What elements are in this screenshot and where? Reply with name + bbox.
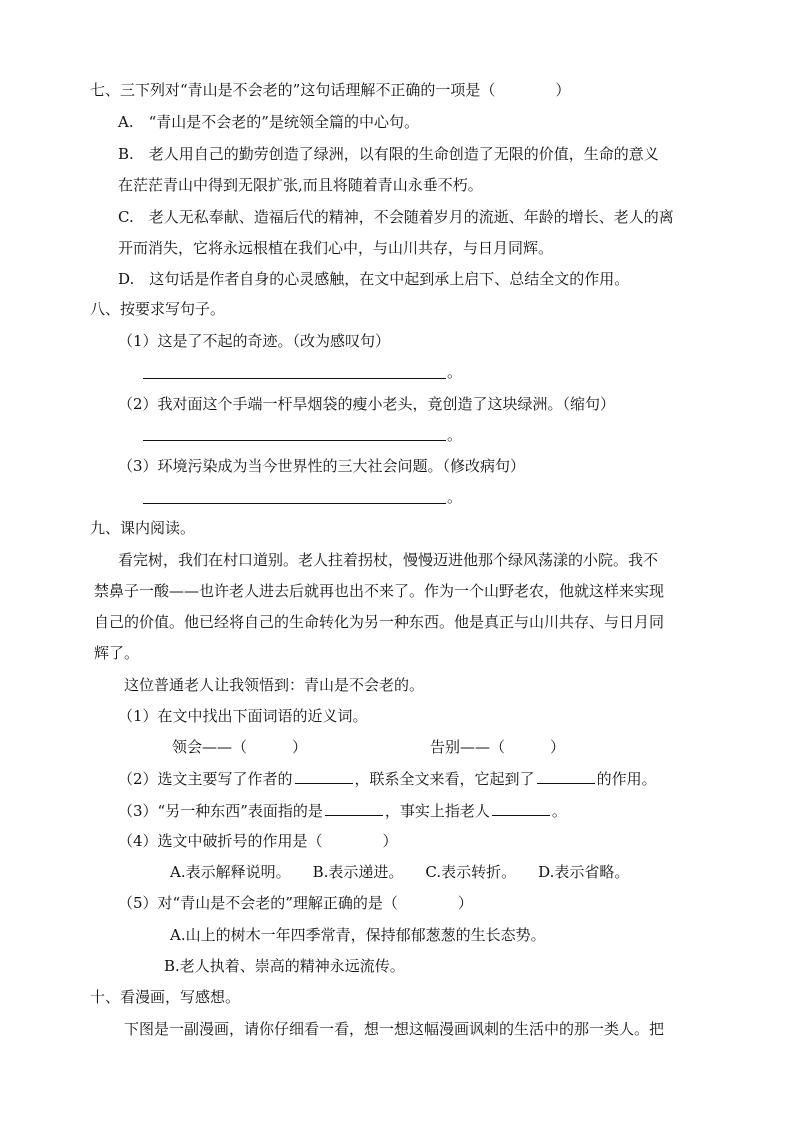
q9-subq-1-word-a: 领会——（ ） [172, 738, 308, 756]
q9-subq-2-blank-1[interactable] [295, 768, 353, 784]
q9-subq-3-text-c: 。 [551, 802, 567, 820]
q9-subq-1: （1）在文中找出下面词语的近义词。 [118, 707, 368, 725]
q9-subq-2-text-c: 的作用。 [596, 770, 657, 788]
q10-instructions: 下图是一副漫画，请你仔细看一看，想一想这幅漫画讽刺的生活中的那一类人。把 [124, 1020, 665, 1038]
q9-subq-5: （5）对“青山是不会老的”理解正确的是（ ） [118, 894, 473, 912]
q7-option-c-cont: 开而消失，它将永远根植在我们心中，与山川共存，与日月同辉。 [118, 239, 554, 257]
q9-subq-4-option-a: A.表示解释说明。 [170, 863, 291, 881]
q9-subq-3-text-b: ，事实上指老人 [384, 802, 490, 820]
q9-subq-1-word-b: 告别——（ ） [430, 738, 566, 756]
q8-sentence-1: （1）这是了不起的奇迹。（改为感叹句） [118, 332, 391, 350]
q9-subq-3 [118, 800, 567, 821]
q7-title: 七、三下列对“青山是不会老的”这句话理解不正确的一项是（ ） [90, 81, 571, 99]
q9-title: 九、课内阅读。 [90, 519, 196, 537]
q8-period-1: 。 [447, 363, 463, 381]
q9-subq-4-option-d: D.表示省略。 [538, 863, 630, 881]
q7-option-a: A. “青山是不会老的”是统领全篇的中心句。 [118, 113, 419, 131]
q9-subq-2-text-b: ，联系全文来看，它起到了 [354, 770, 535, 788]
q9-passage-line-4: 辉了。 [94, 644, 140, 662]
q8-answer-line-1[interactable] [143, 378, 446, 379]
q9-subq-4-option-b: B.表示递进。 [312, 863, 404, 881]
q7-option-d: D. 这句话是作者自身的心灵感触，在文中起到承上启下、总结全文的作用。 [118, 270, 630, 288]
q8-title: 八、按要求写句子。 [90, 300, 226, 318]
q8-answer-line-3[interactable] [143, 503, 446, 504]
q9-subq-5-option-a: A.山上的树木一年四季常青，保持郁郁葱葱的生长态势。 [170, 926, 546, 944]
q8-period-3: 。 [447, 488, 463, 506]
q9-subq-4-options [170, 862, 629, 882]
q9-passage-line-2: 禁鼻子一酸——也许老人进去后就再也出不来了。作为一个山野老农，他就这样来实现 [94, 582, 665, 600]
q9-subq-3-blank-2[interactable] [492, 800, 550, 816]
q9-passage-line-5: 这位普通老人让我领悟到：青山是不会老的。 [124, 676, 425, 694]
q7-option-b: B. 老人用自己的勤劳创造了绿洲，以有限的生命创造了无限的价值，生命的意义 [118, 145, 659, 163]
q9-subq-5-option-b: B.老人执着、崇高的精神永远流传。 [164, 957, 405, 975]
q9-subq-3-text-a: （3）“另一种东西”表面指的是 [118, 802, 323, 820]
q9-subq-4: （4）选文中破折号的作用是（ ） [118, 832, 398, 850]
q9-subq-2-text-a: （2）选文主要写了作者的 [118, 770, 293, 788]
q8-sentence-2: （2）我对面这个手端一杆旱烟袋的瘦小老头，竟创造了这块绿洲。（缩句） [118, 395, 616, 413]
q8-sentence-3: （3）环境污染成为当今世界性的三大社会问题。（修改病句） [118, 457, 526, 475]
q8-answer-line-2[interactable] [143, 440, 446, 441]
q7-option-c: C. 老人无私奉献、造福后代的精神，不会随着岁月的流逝、年龄的增长、老人的离 [118, 208, 674, 226]
q8-period-2: 。 [447, 426, 463, 444]
q9-subq-2-blank-2[interactable] [537, 768, 595, 784]
q9-passage-line-1: 看完树，我们在村口道别。老人拄着拐杖，慢慢迈进他那个绿风荡漾的小院。我不 [118, 551, 659, 569]
q9-subq-4-option-c: C.表示转折。 [425, 863, 517, 881]
q9-subq-2 [118, 768, 657, 789]
q7-option-b-cont: 在茫茫青山中得到无限扩张,而且将随着青山永垂不朽。 [118, 176, 483, 194]
q9-passage-line-3: 自己的价值。他已经将自己的生命转化为另一种东西。他是真正与山川共存、与日月同 [94, 613, 665, 631]
q9-subq-3-blank-1[interactable] [325, 800, 383, 816]
q10-title: 十、看漫画，写感想。 [90, 988, 241, 1006]
